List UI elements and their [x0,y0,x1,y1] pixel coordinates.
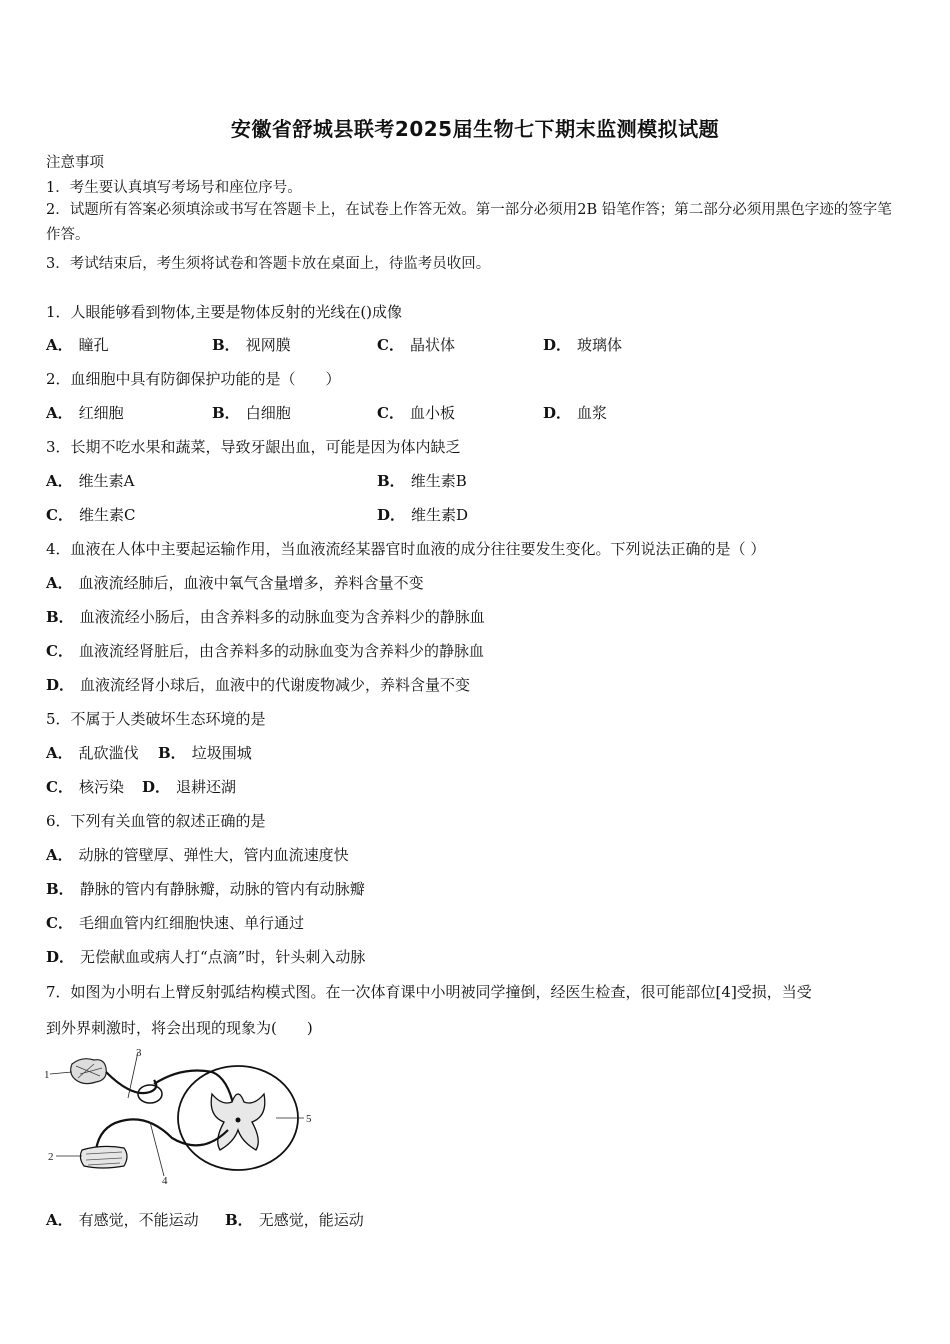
q1-option-a[interactable] [46,334,109,355]
q4-option-c-text: 血液流经肾脏后，由含养料多的动脉血变为含养料少的静脉血 [78,642,484,660]
notes-item-1: 1．考生要认真填写考场号和座位序号。 [46,180,302,196]
figure-label-5: 5 [306,1113,312,1125]
q1-option-c-text: 晶状体 [409,336,455,354]
q7-option-b-text: 无感觉，能运动 [258,1211,364,1229]
q5-option-b[interactable] [158,742,252,763]
q3-option-d[interactable] [377,504,468,525]
question-1-stem: 1．人眼能够看到物体,主要是物体反射的光线在()成像 [46,303,403,321]
page-title: 安徽省舒城县联考2025届生物七下期末监测模拟试题 [230,117,720,141]
q5-option-a-letter: A． [46,744,73,762]
q2-option-a-letter: A． [46,404,73,422]
label-1-leader [50,1072,72,1074]
q5-option-d-text: 退耕还湖 [176,778,237,796]
figure-label-2: 2 [48,1151,54,1163]
q4-option-a[interactable] [46,572,424,593]
q5-option-c-letter: C． [46,778,73,796]
q3-option-b[interactable] [377,470,467,491]
notes-item-3: 3．考试结束后，考生须将试卷和答题卡放在桌面上，待监考员收回。 [46,256,491,272]
q1-option-a-letter: A． [46,336,73,354]
q2-option-c-text: 血小板 [409,404,455,422]
q5-option-a-text: 乱砍滥伐 [78,744,139,762]
q5-option-d-letter: D． [142,778,171,796]
question-6-stem: 6．下列有关血管的叙述正确的是 [46,812,266,830]
notes-item-2: 2．试题所有答案必须填涂或书写在答题卡上，在试卷上作答无效。第一部分必须用2B 铅笔作答；第二部分必须用黑色字迹的签字笔作答。 [46,202,892,243]
q6-option-d-letter: D． [46,948,75,966]
q6-option-a-letter: A． [46,846,73,864]
q7-option-b[interactable] [225,1209,364,1230]
notes-heading: 注意事项 [46,155,104,171]
q4-option-a-letter: A． [46,574,73,592]
q6-option-c-letter: C． [46,914,73,932]
question-4-stem: 4．血液在人体中主要起运输作用，当血液流经某器官时血液的成分往往要发生变化。下列说法正确的是（ ） [46,540,766,558]
q6-option-b-letter: B． [46,880,74,898]
figure-label-4: 4 [162,1175,168,1186]
q1-option-c[interactable] [377,334,455,355]
q5-option-c[interactable] [46,776,124,797]
q1-option-b[interactable] [212,334,291,355]
q3-option-d-letter: D． [377,506,406,524]
q6-option-c-text: 毛细血管内红细胞快速、单行通过 [78,914,304,932]
q6-option-d[interactable] [46,946,365,967]
q6-option-b[interactable] [46,878,365,899]
q6-option-b-text: 静脉的管内有静脉瓣，动脉的管内有动脉瓣 [79,880,365,898]
q6-option-c[interactable] [46,912,304,933]
q1-option-b-text: 视网膜 [245,336,291,354]
q4-option-a-text: 血液流经肺后，血液中氧气含量增多，养料含量不变 [78,574,424,592]
q3-option-d-text: 维生素D [411,506,469,524]
q3-option-b-letter: B． [377,472,405,490]
question-7-stem-line1: 7．如图为小明右上臂反射弧结构模式图。在一次体育课中小明被同学撞倒，经医生检查，很可能部位[4]受损，当受 [46,983,812,1001]
q2-option-d-letter: D． [543,404,572,422]
q4-option-c[interactable] [46,640,484,661]
figure-label-1: 1 [44,1069,50,1081]
q4-option-b[interactable] [46,606,485,627]
q4-option-d[interactable] [46,674,470,695]
q7-option-a-text: 有感觉，不能运动 [78,1211,199,1229]
q4-option-b-text: 血液流经小肠后，由含养料多的动脉血变为含养料少的静脉血 [79,608,485,626]
q7-option-a[interactable] [46,1209,199,1230]
q4-option-d-letter: D． [46,676,75,694]
q3-option-b-text: 维生素B [410,472,467,490]
q1-option-d-letter: D． [543,336,572,354]
question-3-stem: 3．长期不吃水果和蔬菜，导致牙龈出血，可能是因为体内缺乏 [46,438,461,456]
q2-option-a-text: 红细胞 [78,404,124,422]
q2-option-b[interactable] [212,402,291,423]
effector-shape [80,1146,127,1168]
q5-option-c-text: 核污染 [78,778,124,796]
q6-option-a-text: 动脉的管壁厚、弹性大，管内血流速度快 [78,846,349,864]
motor-neuron-path [96,1119,228,1150]
q1-option-d-text: 玻璃体 [577,336,623,354]
q2-option-c[interactable] [377,402,455,423]
q5-option-b-letter: B． [158,744,186,762]
q1-option-c-letter: C． [377,336,404,354]
q7-option-b-letter: B． [225,1211,253,1229]
q2-option-b-text: 白细胞 [245,404,291,422]
q3-option-c-text: 维生素C [78,506,136,524]
q6-option-a[interactable] [46,844,349,865]
q5-option-d[interactable] [142,776,236,797]
reflex-arc-diagram [42,1046,322,1186]
central-canal [236,1118,241,1123]
q4-option-b-letter: B． [46,608,74,626]
q6-option-d-text: 无偿献血或病人打“点滴”时，针头刺入动脉 [80,948,366,966]
q2-option-c-letter: C． [377,404,404,422]
q4-option-d-text: 血液流经肾小球后，血液中的代谢废物减少，养料含量不变 [80,676,471,694]
figure-label-3: 3 [136,1047,142,1059]
q2-option-b-letter: B． [212,404,240,422]
q1-option-d[interactable] [543,334,622,355]
q7-option-a-letter: A． [46,1211,73,1229]
q3-option-a-text: 维生素A [78,472,135,490]
q2-option-d-text: 血浆 [577,404,608,422]
q2-option-a[interactable] [46,402,124,423]
q1-option-b-letter: B． [212,336,240,354]
q3-option-c[interactable] [46,504,135,525]
q2-option-d[interactable] [543,402,607,423]
q3-option-c-letter: C． [46,506,73,524]
question-2-stem: 2．血细胞中具有防御保护功能的是（ ） [46,370,341,388]
q5-option-a[interactable] [46,742,139,763]
q5-option-b-text: 垃圾围城 [191,744,252,762]
q1-option-a-text: 瞳孔 [78,336,109,354]
q3-option-a[interactable] [46,470,134,491]
question-5-stem: 5．不属于人类破坏生态环境的是 [46,710,266,728]
q4-option-c-letter: C． [46,642,73,660]
question-7-stem-line2: 到外界刺激时，将会出现的现象为( ) [46,1019,313,1037]
q3-option-a-letter: A． [46,472,73,490]
